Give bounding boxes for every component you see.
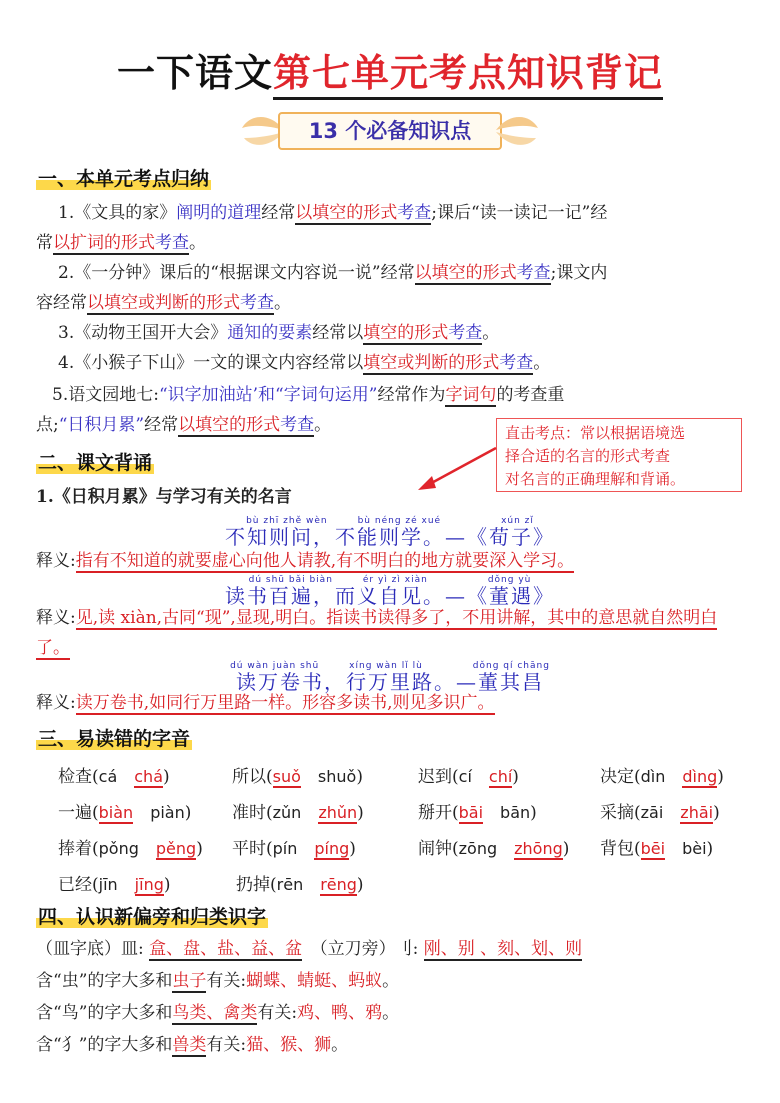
pron-item: 捧着(pǒng pěng) <box>58 839 203 859</box>
section-4-heading: 四、认识新偏旁和归类识字 <box>38 906 267 928</box>
badge-banner <box>240 108 540 154</box>
recite-title: 1.《日积月累》与学习有关的名言 <box>36 487 292 507</box>
pron-item: 平时(pín píng) <box>232 839 356 859</box>
badge-label: 13 个必备知识点 <box>278 112 502 150</box>
pron-item: 扔掉(rēn rēng) <box>236 875 364 895</box>
leaf-right-icon <box>492 108 540 154</box>
pron-item: 采摘(zāi zhāi) <box>600 803 720 823</box>
quote-1-pinyin: bù zhī zhě wèn bù néng zé xué xún zǐ <box>246 516 534 526</box>
quote-3: 读万卷书，行万里路。—董其昌 <box>236 670 544 694</box>
radical-row-1: （皿字底）皿: 盒、盘、盐、益、盆 （立刀旁）刂: 刚、别 、刻、划、则 <box>36 939 583 959</box>
quote-1: 不知则问，不能则学。—《荀子》 <box>225 525 555 549</box>
pron-item: 掰开(bāi bān) <box>418 803 537 823</box>
point-2: 2.《一分钟》课后的“根据课文内容说一说”经常以填空的形式考查;课文内 容经常以填空或判断的形式考查。 <box>36 263 608 313</box>
quote-3-pinyin: dú wàn juàn shū xíng wàn lǐ lù dǒng qí chāng <box>230 661 550 671</box>
radical-row-3: 含“鸟”的字大多和鸟类、禽类有关:鸡、鸭、鸦。 <box>36 1003 400 1023</box>
page-title <box>0 42 780 97</box>
section-2-heading: 二、课文背诵 <box>38 452 153 474</box>
point-1: 1.《文具的家》阐明的道理经常以填空的形式考查;课后“读一读记一记”经 常以扩词的形式考查。 <box>36 203 608 253</box>
section-3-heading: 三、易读错的字音 <box>38 728 191 750</box>
section-1-heading: 一、本单元考点归纳 <box>38 168 210 190</box>
pron-item: 背包(bēi bèi) <box>600 839 714 859</box>
quote-3-meaning: 释义:读万卷书,如同行万里路一样。形容多读书,则见多识广。 <box>36 693 495 713</box>
pron-item: 所以(suǒ shuǒ) <box>232 767 363 787</box>
pron-item: 迟到(cí chí) <box>418 767 519 787</box>
title-red: 第七单元考点知识背记 <box>273 51 663 100</box>
quote-1-meaning: 释义:指有不知道的就要虚心向他人请教,有不明白的地方就要深入学习。 <box>36 551 575 571</box>
radical-row-4: 含“犭”的字大多和兽类有关:猫、猴、狮。 <box>36 1035 349 1055</box>
pron-item: 检查(cá chá) <box>58 767 170 787</box>
radical-row-2: 含“虫”的字大多和虫子有关:蝴蝶、蜻蜓、蚂蚁。 <box>36 971 400 991</box>
title-black: 一下语文 <box>116 51 273 95</box>
point-3: 3.《动物王国开大会》通知的要素经常以填空的形式考查。 <box>58 323 500 343</box>
pron-item: 闹钟(zōng zhōng) <box>418 839 570 859</box>
pron-item: 决定(dìn dìng) <box>600 767 724 787</box>
quote-2-pinyin: dú shū bǎi biàn ér yì zì xiàn dǒng yù <box>248 575 532 585</box>
point-4: 4.《小猴子下山》一文的课文内容经常以填空或判断的形式考查。 <box>58 353 551 373</box>
pron-item: 已经(jīn jīng) <box>58 875 171 895</box>
key-point-callout: 直击考点：常以根据语境选 择合适的名言的形式考查 对名言的正确理解和背诵。 <box>496 418 742 492</box>
pron-item: 准时(zǔn zhǔn) <box>232 803 364 823</box>
pron-item: 一遍(biàn piàn) <box>58 803 192 823</box>
point-5: 5.语文园地七:“识字加油站’和“字词句运用”经常作为字词句的考查重 点;“日积月累”经常以填空的形式考查。 <box>36 385 565 435</box>
quote-2-meaning: 释义:见,读 xiàn,古同“现”,显现,明白。指读书读得多了，不用讲解，其中的意思就自然明白了。 <box>36 608 718 658</box>
quote-2: 读书百遍，而义自见。—《董遇》 <box>225 584 555 608</box>
